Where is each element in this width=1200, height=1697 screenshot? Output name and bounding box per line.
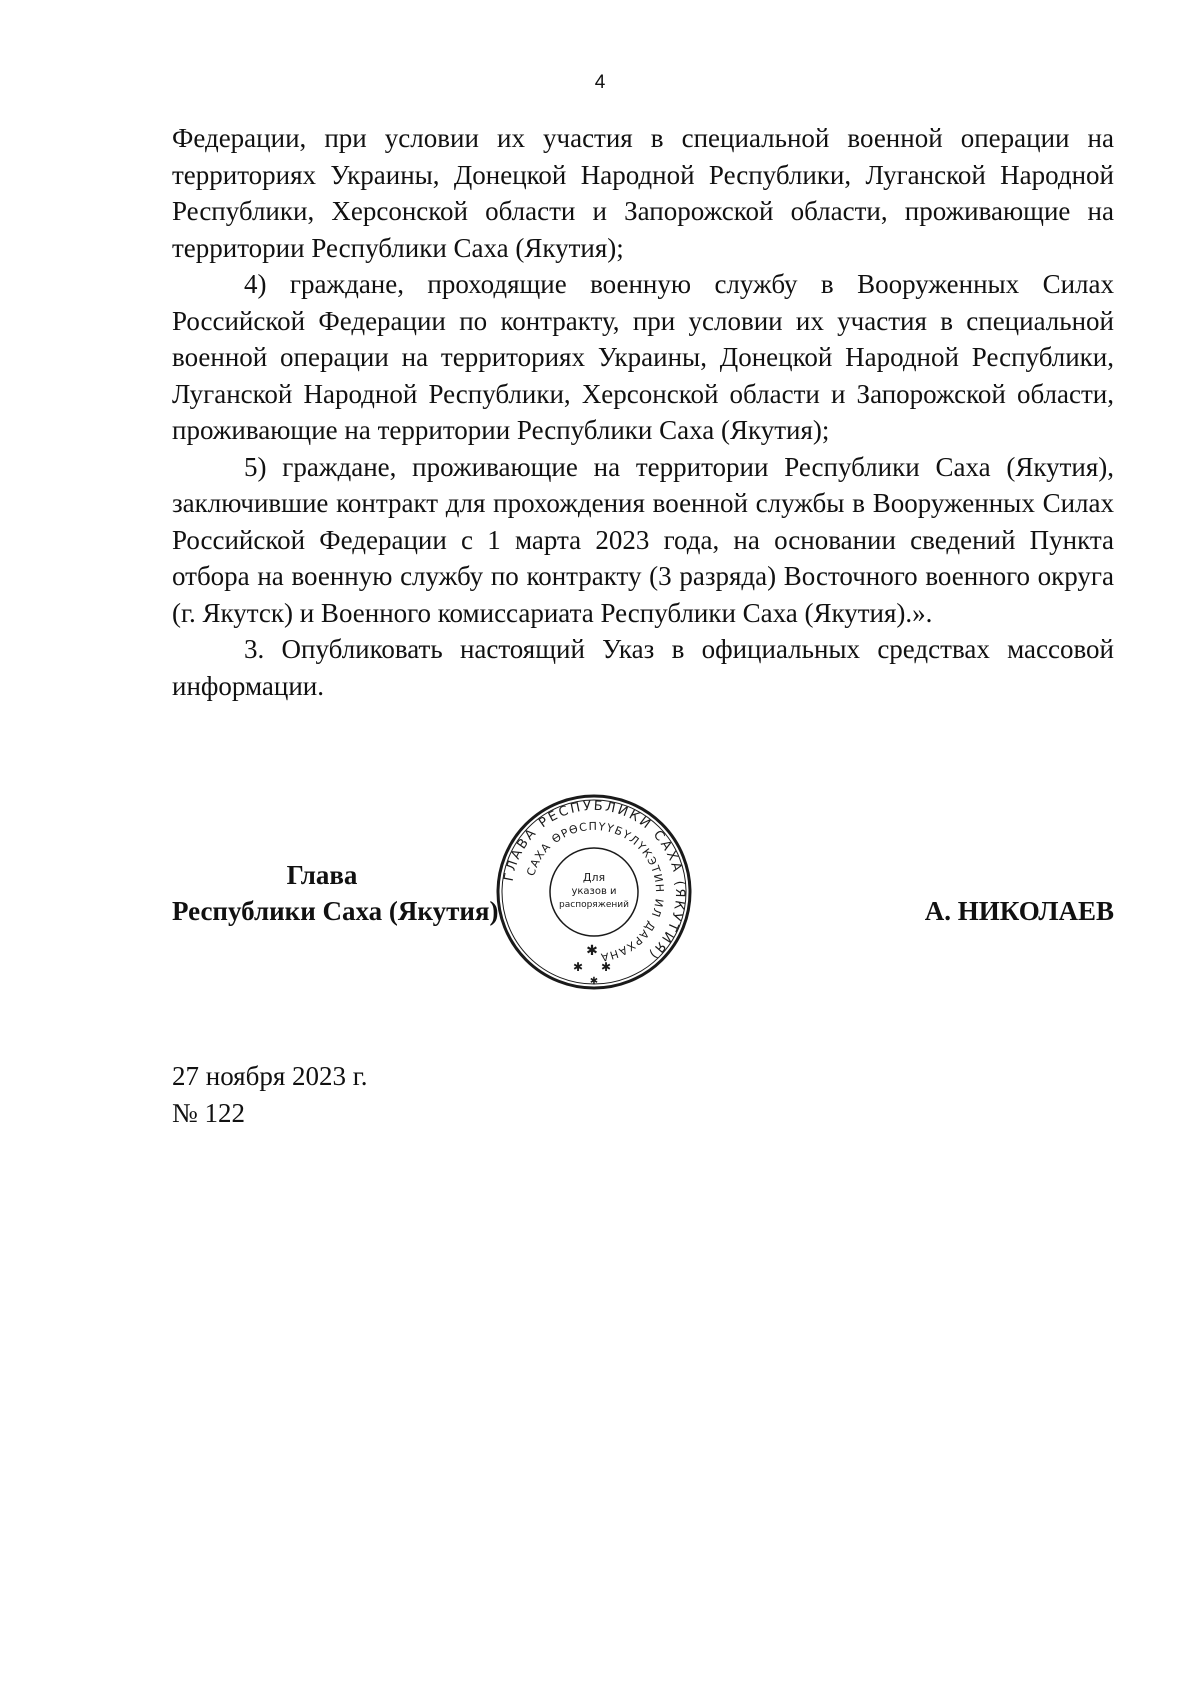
- paragraph-item-3-publish: 3. Опубликовать настоящий Указ в официальных средствах массовой информации.: [172, 634, 1114, 701]
- issue-details: [172, 1058, 368, 1131]
- page-number: 4: [594, 72, 606, 93]
- seal-center-line3: распоряжений: [559, 900, 629, 910]
- seal-star-icon: ✱: [586, 943, 598, 959]
- paragraph-item-5: 5) граждане, проживающие на территории Республики Саха (Якутия), заключившие контракт для прохождения военной службы в Вооруженных Силах Российской Федерации с 1 марта 2023 года, на основании сведений Пункта отбора на военную службу по контракту (3 разряда) Восточного военного округа (г. Якутск) и Военного комиссариата Республики Саха (Якутия).».: [172, 451, 1114, 628]
- official-seal-stamp: [494, 792, 694, 992]
- signatory-title-line2: Республики Саха (Якутия): [172, 896, 499, 926]
- signatory-name: А. НИКОЛАЕВ: [924, 896, 1114, 926]
- seal-star-icon: ✱: [600, 960, 612, 974]
- paragraph-continuation: Федерации, при условии их участия в специальной военной операции на территориях Украины, Донецкой Народной Республики, Луганской Народной Республики, Херсонской области и Запорожской области, проживающие на территории Республики Саха (Якутия);: [172, 123, 1114, 263]
- issue-number: № 122: [172, 1097, 246, 1128]
- seal-center-line1: Для: [582, 871, 606, 884]
- signatory-title-line1: Глава: [286, 860, 358, 890]
- seal-star-icon: ✱: [572, 960, 584, 974]
- seal-outer-text: ГЛАВА РЕСПУБЛИКИ САХА (ЯКУТИЯ): [501, 798, 688, 963]
- decree-body: [172, 120, 1114, 704]
- seal-icon: [494, 792, 694, 992]
- signatory-title: [172, 857, 499, 929]
- seal-center-line2: указов и: [571, 886, 617, 897]
- paragraph-item-4: 4) граждане, проходящие военную службу в Вооруженных Силах Российской Федерации по контракту, при условии их участия в специальной военной операции на территориях Украины, Донецкой Народной Республики, Луганской Народной Республики, Херсонской области и Запорожской области, проживающие на территории Республики Саха (Якутия);: [172, 269, 1114, 445]
- issue-date: 27 ноября 2023 г.: [172, 1061, 368, 1091]
- seal-star-icon: ✱: [589, 976, 599, 987]
- seal-inner-text: САХА ӨРӨСПҮҮБҮЛҮКЭТИН ИЛ ДАРХАНА: [524, 819, 667, 964]
